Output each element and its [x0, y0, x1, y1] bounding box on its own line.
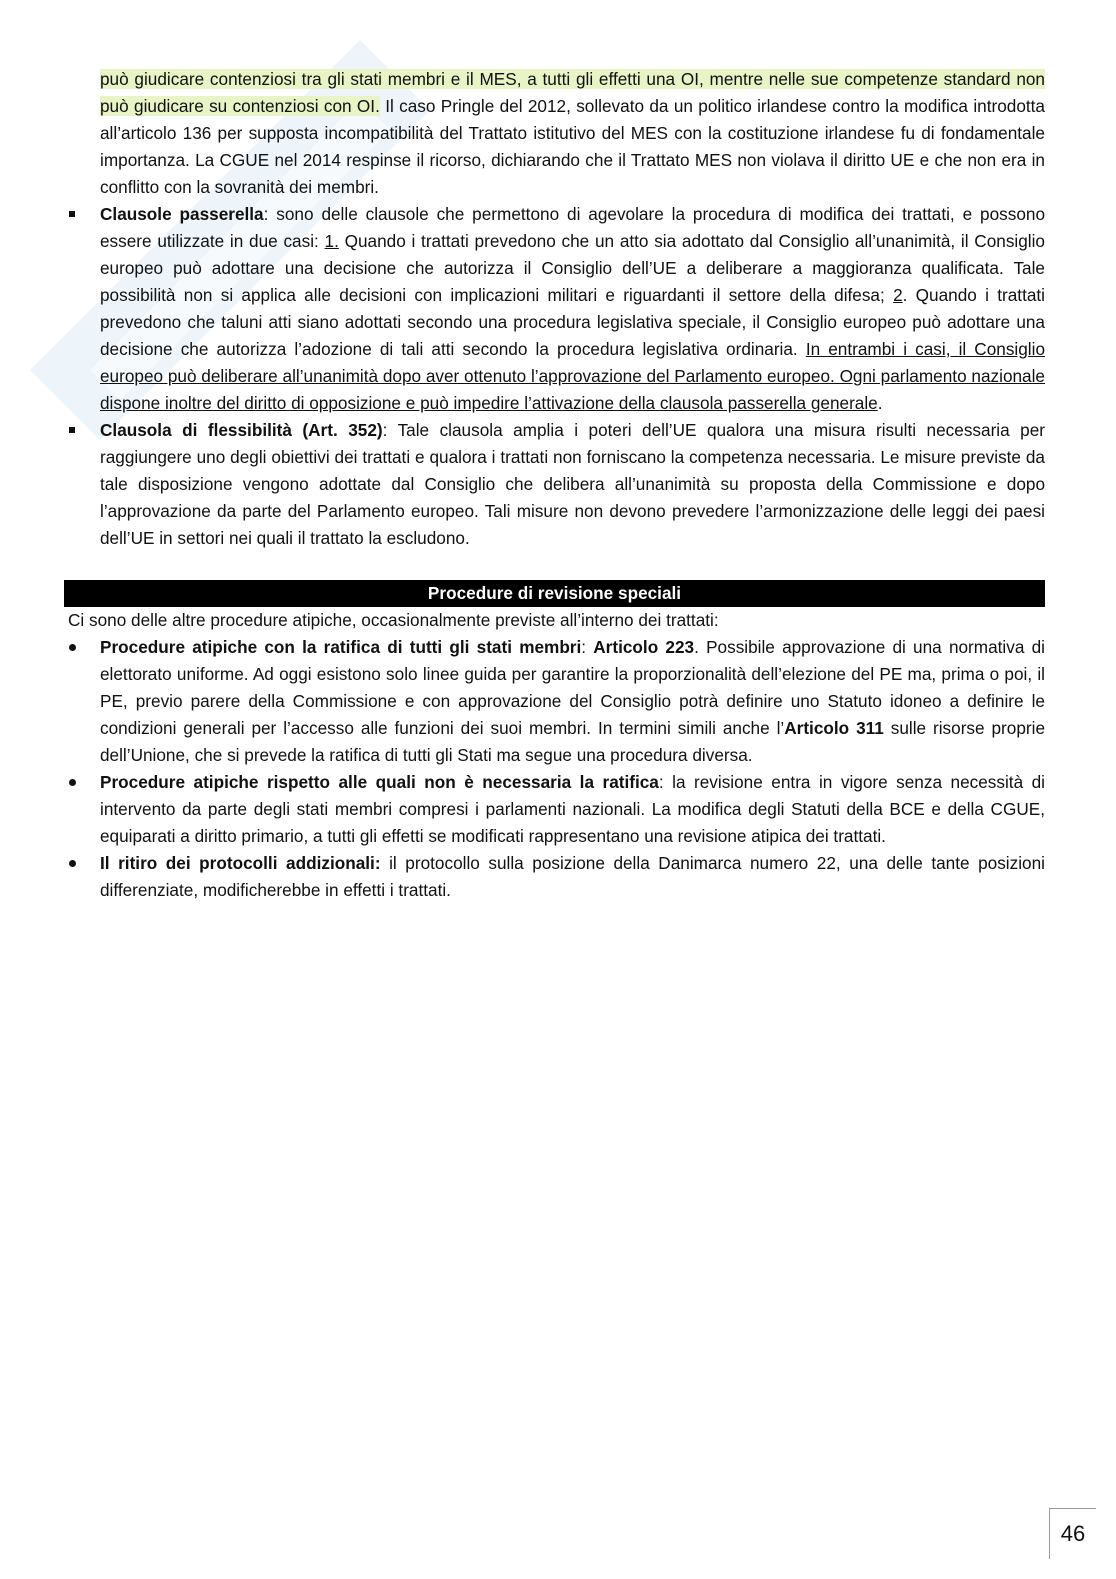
dot-bullet-icon: [64, 634, 80, 661]
item-text: sulle risorse proprie dell’Unione, che si prevede la ratifica di tutti gli Stati ma segue una procedura diversa.: [100, 718, 1046, 765]
item-text: . Possibile approvazione di una normativa di elettorato uniforme. Ad oggi esistono solo linee guida per garantire la proporzionalità dell’elezione del PE ma, prima o poi, il PE, previo parere della Commissione e con approvazione del Consiglio potrà definire uno Statuto idoneo a definire le condizioni generali per l’accesso alle funzioni dei suoi membri. In termini simili anche l’: [100, 637, 1045, 738]
list-item-clausola-flessibilita: [64, 417, 1045, 552]
list-item-senza-ratifica: [64, 769, 1045, 850]
item-title: Clausole passerella: [100, 204, 264, 224]
article-ref: Articolo 311: [784, 718, 884, 738]
list-item-ritiro-protocolli: [64, 850, 1045, 904]
item-text: . Quando i trattati prevedono che taluni atti siano adottati secondo una procedura legislativa speciale, il Consiglio europeo può adottare una decisione che autorizza l’adozione di tali atti secondo la procedura legislativa ordinaria.: [100, 285, 1046, 359]
section-heading: Procedure di revisione speciali: [64, 580, 1045, 607]
underlined-text: In entrambi i casi, il Consiglio europeo può deliberare all’unanimità dopo aver ottenuto l’approvazione del Parlamento europeo. Ogni parlamento nazionale dispone inoltre del diritto di opposizione e può impedire l’attivazione della clausola passerella generale: [100, 339, 1045, 413]
item-number: 2: [893, 285, 903, 305]
section-intro: Ci sono delle altre procedure atipiche, occasionalmente previste all’interno dei trattati:: [68, 610, 719, 630]
dot-bullet-icon: [64, 850, 80, 877]
square-bullet-icon: [64, 201, 80, 228]
item-text: il protocollo sulla posizione della Danimarca numero 22, una delle tante posizioni differenziate, modificherebbe in effetti i trattati.: [100, 853, 1045, 900]
item-text: : la revisione entra in vigore senza necessità di intervento da parte degli stati membri compresi i parlamenti nazionali. La modifica degli Statuti della BCE e della CGUE, equiparati a diritto primario, a tutti gli effetti se modificati rappresentano una revisione atipica dei trattati.: [100, 772, 1046, 846]
item-text: : sono delle clausole che permettono di agevolare la procedura di modifica dei trattati, e possono essere utilizzate in due casi:: [100, 204, 1045, 251]
square-bullet-icon: [64, 417, 80, 444]
page-number: 46: [1049, 1508, 1096, 1559]
item-title: Clausola di flessibilità (Art. 352): [100, 420, 383, 440]
highlighted-text: può giudicare contenziosi tra gli stati membri e il MES, a tutti gli effetti una OI, mentre nelle sue competenze standard non può giudicare su contenziosi con OI.: [100, 69, 1045, 116]
article-ref: Articolo 223: [593, 637, 695, 657]
item-text: :: [581, 637, 594, 657]
item-number: 1.: [324, 231, 339, 251]
item-text: : Tale clausola amplia i poteri dell’UE qualora una misura risulti necessaria per raggiungere uno degli obiettivi dei trattati e qualora i trattati non forniscano la competenza necessaria. Le misure previste da tale disposizione vengono adottate dal Consiglio che delibera all’unanimità su proposta della Commissione e dopo l’approvazione da parte del Parlamento europeo. Tali misure non devono prevedere l’armonizzazione delle leggi dei paesi dell’UE in settori nei quali il trattato la escludono.: [100, 420, 1045, 548]
item-title: Procedure atipiche con la ratifica di tutti gli stati membri: [100, 637, 582, 657]
dot-bullet-icon: [64, 769, 80, 796]
item-text: Quando i trattati prevedono che un atto sia adottato dal Consiglio all’unanimità, il Consiglio europeo può adottare una decisione che autorizza il Consiglio dell’UE a deliberare a maggioranza qualificata. Tale possibilità non si applica alle decisioni con implicazioni militari e riguardanti il settore della difesa;: [100, 231, 1045, 305]
item-text: .: [877, 393, 883, 413]
paragraph-text: Il caso Pringle del 2012, sollevato da un politico irlandese contro la modifica introdotta all’articolo 136 per supposta incompatibilità del Trattato istitutivo del MES con la costituzione irlandese fu di fondamentale importanza. La CGUE nel 2014 respinse il ricorso, dichiarando che il Trattato MES non violava il diritto UE e che non era in conflitto con la sovranità dei membri.: [100, 96, 1045, 197]
list-item-clausole-passerella: [64, 201, 1045, 417]
item-title: Il ritiro dei protocolli addizionali:: [100, 853, 381, 873]
item-title: Procedure atipiche rispetto alle quali non è necessaria la ratifica: [100, 772, 659, 792]
top-paragraph: [64, 66, 1045, 201]
page-content: [64, 66, 1045, 904]
list-item-ratifica-tutti: [64, 634, 1045, 769]
